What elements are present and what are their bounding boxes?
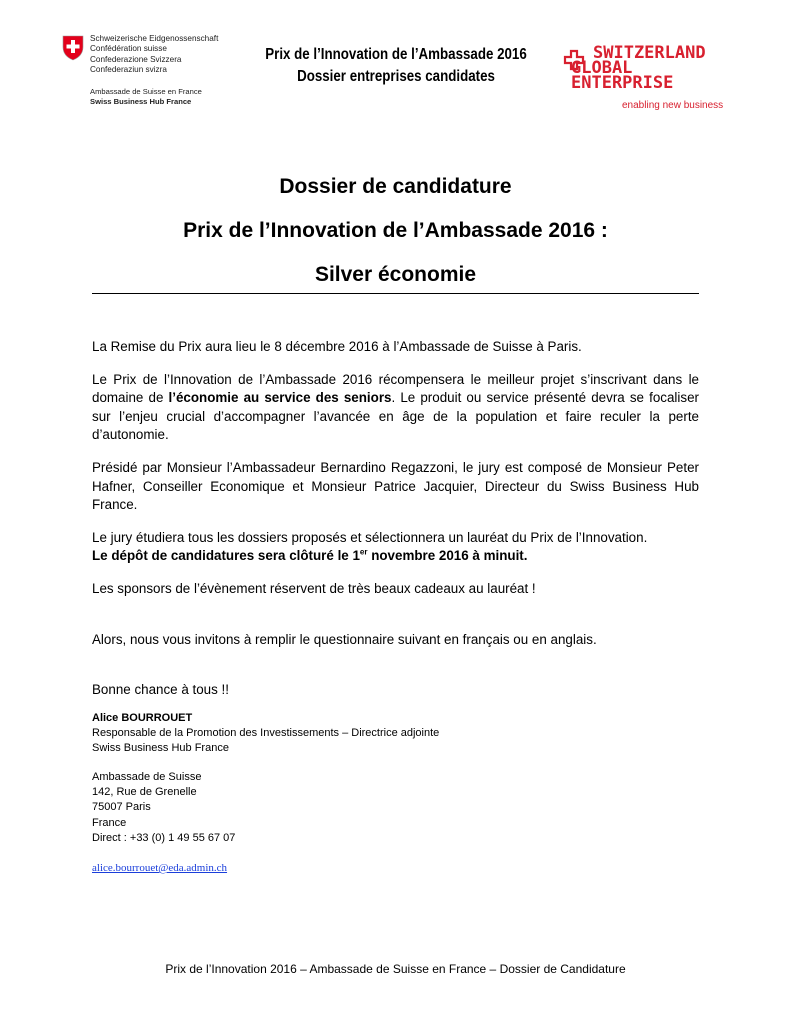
swiss-coat-of-arms-icon bbox=[62, 35, 84, 61]
sge-line3: ENTERPRISE bbox=[571, 73, 674, 93]
paragraph-prize bbox=[92, 371, 699, 445]
p2-text-c: . Le produit ou service présenté devra se focaliser sur l’enjeu crucial d’accompagner l’avancée en âge de la population et faire reculer la perte d’autonomie. bbox=[92, 390, 699, 443]
p4-deadline bbox=[92, 548, 527, 563]
title-line1: Dossier de candidature bbox=[279, 175, 512, 198]
title-line3: Silver économie bbox=[314, 263, 477, 286]
p4-deadline-sup: er bbox=[359, 547, 368, 557]
header-title-line2: Dossier entreprises candidates bbox=[297, 68, 495, 85]
address-line4: France bbox=[92, 816, 127, 829]
sge-wordmark bbox=[571, 43, 706, 93]
signatory-name: Alice BOURROUET bbox=[92, 712, 193, 724]
paragraph-jury: Présidé par Monsieur l’Ambassadeur Bernardino Regazzoni, le jury est composé de Monsieur Peter Hafner, Conseiller Economique et Monsieur Patrice Jacquier, Directeur du Swiss Business Hub France. bbox=[92, 459, 699, 513]
admin-name-rm: Confederaziun svizra bbox=[90, 65, 167, 75]
sge-tagline: enabling new business bbox=[622, 100, 724, 111]
paragraph-ceremony: La Remise du Prix aura lieu le 8 décembre 2016 à l’Ambassade de Suisse à Paris. bbox=[92, 339, 582, 354]
p4-deadline-c: novembre 2016 à minuit. bbox=[367, 548, 528, 564]
paragraph-selection bbox=[92, 529, 699, 566]
p4-text-a: Le jury étudiera tous les dossiers proposés et sélectionnera un lauréat du Prix de l’Innovation. bbox=[92, 529, 648, 545]
paragraph-invitation: Alors, nous vous invitons à remplir le questionnaire suivant en français ou en anglais. bbox=[92, 631, 597, 647]
body-text bbox=[92, 338, 699, 700]
embassy-block bbox=[90, 87, 202, 107]
address-line2: 142, Rue de Grenelle bbox=[92, 786, 197, 799]
signature-block bbox=[92, 711, 439, 756]
admin-name-fr: Confédération suisse bbox=[90, 44, 167, 54]
federal-administration-names bbox=[90, 34, 218, 76]
p2-emphasis: l’économie au service des seniors bbox=[168, 390, 392, 406]
address-line1: Ambassade de Suisse bbox=[92, 771, 202, 783]
sge-line2: GLOBAL bbox=[571, 58, 633, 78]
embassy-name: Ambassade de Suisse en France bbox=[90, 87, 202, 96]
admin-name-it: Confederazione Svizzera bbox=[90, 54, 182, 64]
signatory-role: Responsable de la Promotion des Investissements – Directrice adjointe bbox=[92, 727, 440, 739]
title-divider bbox=[92, 293, 699, 294]
signatory-org: Swiss Business Hub France bbox=[92, 742, 229, 754]
phone-number: Direct : +33 (0) 1 49 55 67 07 bbox=[92, 831, 236, 844]
title-line2: Prix de l’Innovation de l’Ambassade 2016 : bbox=[183, 219, 608, 242]
address-line3: 75007 Paris bbox=[92, 801, 151, 814]
email-link[interactable]: alice.bourrouet@eda.admin.ch bbox=[92, 862, 228, 874]
admin-name-de: Schweizerische Eidgenossenschaft bbox=[90, 34, 219, 43]
header-title bbox=[258, 44, 533, 88]
page-footer: Prix de l’Innovation 2016 – Ambassade de Suisse en France – Dossier de Candidature bbox=[165, 962, 626, 976]
paragraph-sponsors: Les sponsors de l’évènement réservent de très beaux cadeaux au lauréat ! bbox=[92, 580, 536, 596]
hub-name: Swiss Business Hub France bbox=[90, 97, 192, 106]
sge-line1: SWITZERLAND bbox=[593, 43, 706, 63]
address-block bbox=[92, 770, 235, 846]
paragraph-good-luck: Bonne chance à tous !! bbox=[92, 682, 229, 698]
p4-deadline-a: Le dépôt de candidatures sera clôturé le 1 bbox=[92, 548, 360, 564]
document-title bbox=[92, 170, 699, 302]
p2-text-a: Le Prix de l’Innovation de l’Ambassade 2016 récompensera le meilleur projet s’inscrivant dans le domaine de bbox=[92, 371, 699, 406]
header-title-line1: Prix de l’Innovation de l’Ambassade 2016 bbox=[265, 46, 527, 63]
